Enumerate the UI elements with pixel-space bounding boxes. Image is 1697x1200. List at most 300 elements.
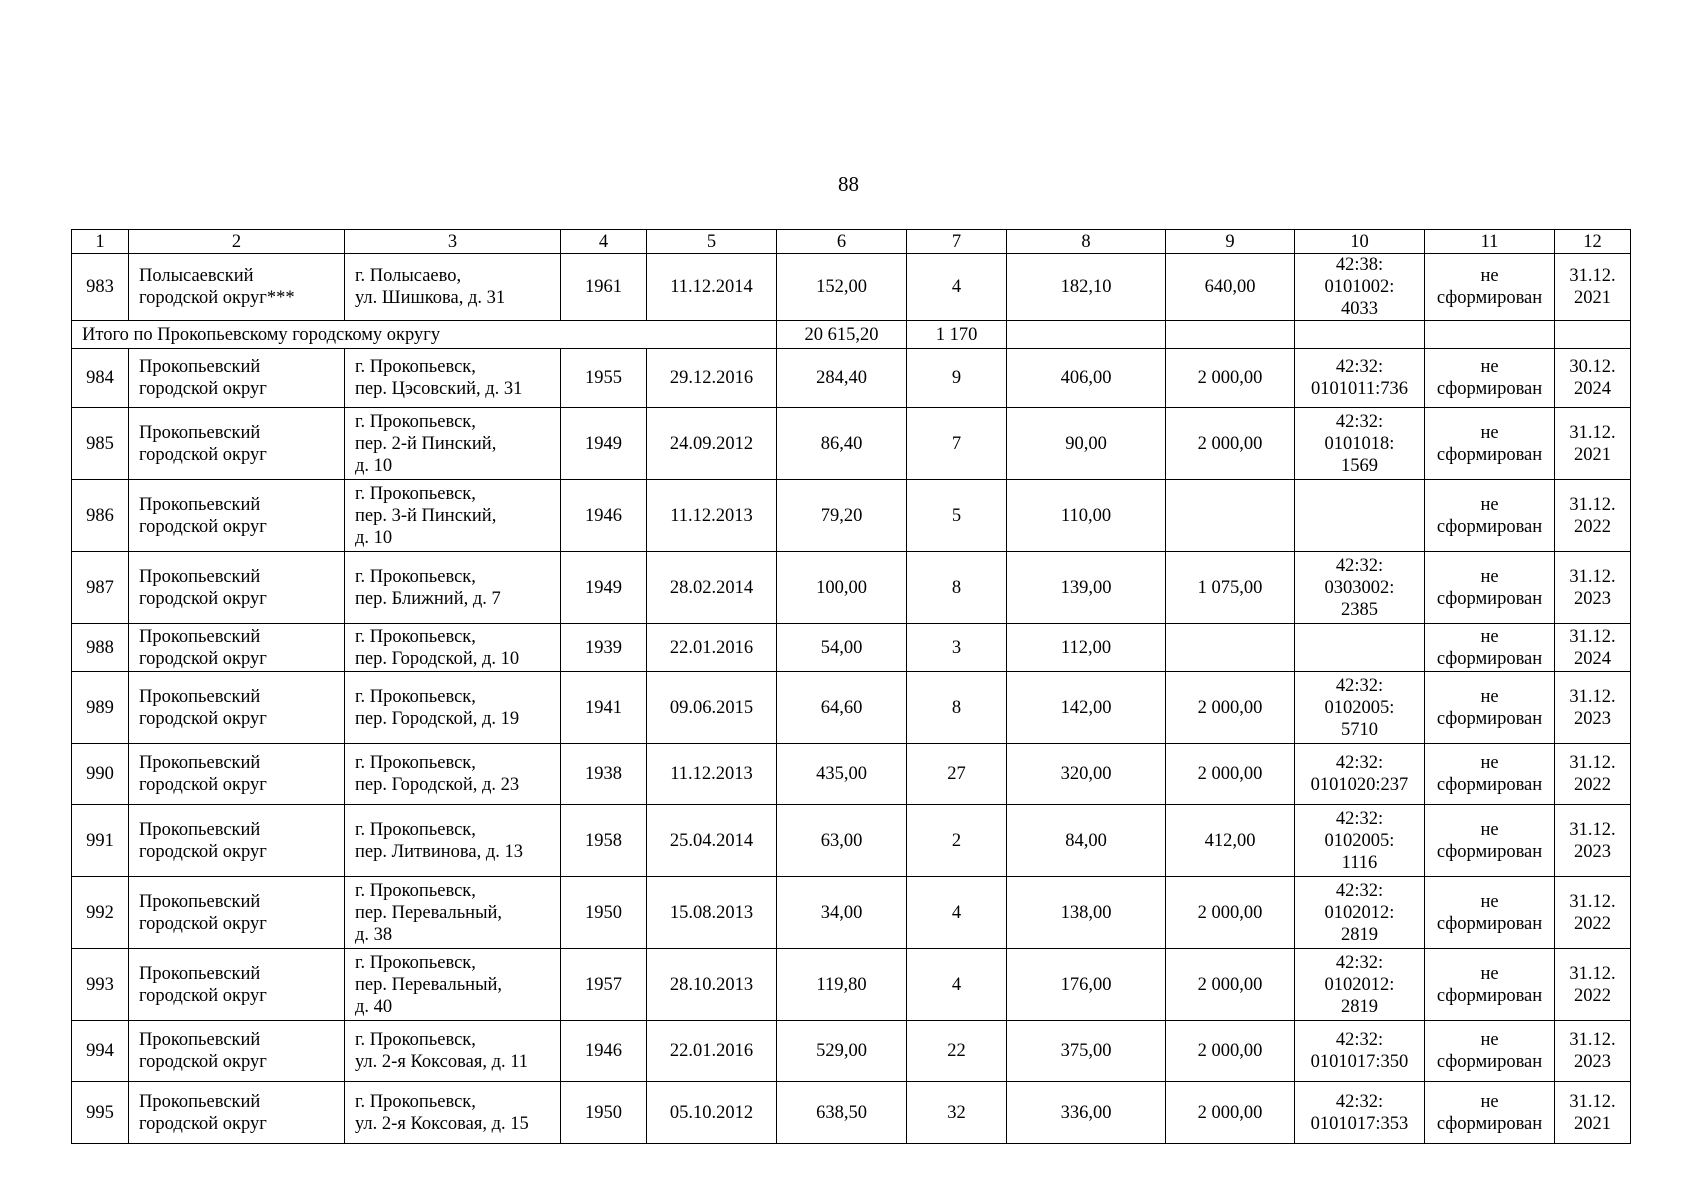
table-row <box>72 1021 1631 1082</box>
cadastral-number-line: 2819 <box>1341 996 1378 1017</box>
residents-cell: 22 <box>907 1021 1007 1082</box>
address-cell <box>345 805 561 877</box>
district-line: городской округ <box>139 648 267 669</box>
column-number: 4 <box>561 230 647 254</box>
value-cell: 2 000,00 <box>1166 949 1295 1021</box>
cadastral-number-cell <box>1295 805 1425 877</box>
cadastral-number-cell <box>1295 1082 1425 1144</box>
resettlement-deadline-line: 2022 <box>1574 985 1611 1006</box>
cadastral-number-cell <box>1295 1021 1425 1082</box>
district-line: Прокопьевский <box>139 891 261 912</box>
row-number-cell: 984 <box>72 349 129 408</box>
year-built-cell: 1939 <box>561 624 647 672</box>
address-cell <box>345 1021 561 1082</box>
district-line: городской округ <box>139 1052 267 1072</box>
area-cell: 119,80 <box>777 949 907 1021</box>
year-built-cell: 1941 <box>561 672 647 744</box>
address-cell <box>345 408 561 480</box>
cadastral-number-cell <box>1295 254 1425 321</box>
cadastral-number-line: 42:32: <box>1335 952 1384 973</box>
cadastral-number-line: 42:32: <box>1335 555 1384 576</box>
resettlement-deadline-cell <box>1555 480 1631 552</box>
land-status-line: сформирован <box>1436 1052 1543 1072</box>
land-status-line: сформирован <box>1436 379 1543 399</box>
district-line: Полысаевский <box>139 266 254 286</box>
land-status-line: сформирован <box>1436 648 1543 669</box>
area-cell: 34,00 <box>777 877 907 949</box>
cadastral-number-line: 42:32: <box>1335 357 1384 377</box>
land-status-line: сформирован <box>1436 1113 1543 1134</box>
land-area-cell: 336,00 <box>1007 1082 1166 1144</box>
cadastral-number-line: 0303002: <box>1324 577 1395 598</box>
address-line: пер. Литвинова, д. 13 <box>355 841 524 862</box>
address-line: пер. Городской, д. 23 <box>355 775 520 795</box>
district-cell <box>129 744 345 805</box>
land-status-line: не <box>1480 891 1499 912</box>
value-cell: 2 000,00 <box>1166 744 1295 805</box>
resettlement-deadline-line: 31.12. <box>1569 1030 1616 1050</box>
value-cell: 2 000,00 <box>1166 877 1295 949</box>
table-row <box>72 949 1631 1021</box>
district-line: Прокопьевский <box>139 566 261 587</box>
value-cell: 640,00 <box>1166 254 1295 321</box>
address-line: пер. Ближний, д. 7 <box>355 588 501 609</box>
cadastral-number-line: 2385 <box>1341 599 1378 620</box>
cadastral-number-line: 0102005: <box>1324 830 1395 851</box>
land-status-line: не <box>1480 566 1499 587</box>
column-number: 7 <box>907 230 1007 254</box>
address-line: ул. 2-я Коксовая, д. 11 <box>355 1052 529 1072</box>
land-status-cell <box>1425 805 1555 877</box>
row-number-cell: 986 <box>72 480 129 552</box>
year-built-cell: 1949 <box>561 552 647 624</box>
value-cell: 1 075,00 <box>1166 552 1295 624</box>
resettlement-deadline-line: 2024 <box>1574 379 1611 399</box>
summary-residents-total: 1 170 <box>907 321 1007 349</box>
cadastral-number-line: 0101011:736 <box>1311 379 1408 399</box>
resettlement-deadline-line: 2023 <box>1574 708 1611 729</box>
resettlement-deadline-cell <box>1555 254 1631 321</box>
land-status-line: не <box>1480 266 1499 286</box>
column-number: 9 <box>1166 230 1295 254</box>
land-status-line: сформирован <box>1436 588 1543 609</box>
area-cell: 64,60 <box>777 672 907 744</box>
table-row <box>72 349 1631 408</box>
land-status-cell <box>1425 624 1555 672</box>
cadastral-number-line: 42:32: <box>1335 808 1384 829</box>
value-cell: 2 000,00 <box>1166 1021 1295 1082</box>
district-line: городской округ <box>139 444 267 465</box>
year-built-cell: 1946 <box>561 480 647 552</box>
cadastral-number-line: 42:32: <box>1335 1091 1384 1112</box>
land-status-cell <box>1425 1021 1555 1082</box>
row-number-cell: 995 <box>72 1082 129 1144</box>
address-line: г. Прокопьевск, <box>355 566 476 587</box>
area-cell: 529,00 <box>777 1021 907 1082</box>
area-cell: 63,00 <box>777 805 907 877</box>
land-status-line: не <box>1480 686 1499 707</box>
resettlement-deadline-line: 2021 <box>1574 288 1611 308</box>
land-area-cell: 142,00 <box>1007 672 1166 744</box>
district-cell <box>129 552 345 624</box>
residents-cell: 7 <box>907 408 1007 480</box>
land-status-line: не <box>1480 626 1499 647</box>
address-line: г. Прокопьевск, <box>355 483 476 504</box>
resettlement-deadline-line: 2022 <box>1574 913 1611 934</box>
resettlement-deadline-cell <box>1555 349 1631 408</box>
residents-cell: 4 <box>907 254 1007 321</box>
cadastral-number-line: 0102005: <box>1324 697 1395 718</box>
column-number: 12 <box>1555 230 1631 254</box>
table-row <box>72 254 1631 321</box>
cadastral-number-line: 0101017:350 <box>1310 1052 1409 1072</box>
resettlement-deadline-line: 2022 <box>1574 775 1611 795</box>
address-line: пер. Цэсовский, д. 31 <box>355 379 523 399</box>
cadastral-number-line: 5710 <box>1341 719 1378 740</box>
district-line: городской округ <box>139 841 267 862</box>
district-line: Прокопьевский <box>139 819 261 840</box>
value-cell: 2 000,00 <box>1166 408 1295 480</box>
column-number: 2 <box>129 230 345 254</box>
cadastral-number-cell <box>1295 408 1425 480</box>
land-status-line: сформирован <box>1436 288 1543 308</box>
resettlement-deadline-line: 31.12. <box>1569 819 1616 840</box>
resettlement-deadline-cell <box>1555 552 1631 624</box>
district-cell <box>129 805 345 877</box>
summary-row <box>72 321 1631 349</box>
land-status-line: не <box>1480 422 1499 443</box>
table-row <box>72 624 1631 672</box>
column-number-row <box>72 230 1631 254</box>
address-cell <box>345 1082 561 1144</box>
year-built-cell: 1938 <box>561 744 647 805</box>
year-built-cell: 1946 <box>561 1021 647 1082</box>
area-cell: 152,00 <box>777 254 907 321</box>
address-cell <box>345 624 561 672</box>
recognition-date-cell: 11.12.2014 <box>647 254 777 321</box>
land-area-cell: 112,00 <box>1007 624 1166 672</box>
row-number-cell: 994 <box>72 1021 129 1082</box>
land-status-cell <box>1425 254 1555 321</box>
table-row <box>72 744 1631 805</box>
residents-cell: 4 <box>907 877 1007 949</box>
page-number: 88 <box>838 172 859 196</box>
column-number: 5 <box>647 230 777 254</box>
recognition-date-cell: 22.01.2016 <box>647 624 777 672</box>
resettlement-deadline-cell <box>1555 1021 1631 1082</box>
value-cell: 2 000,00 <box>1166 349 1295 408</box>
row-number-cell: 991 <box>72 805 129 877</box>
cadastral-number-line: 42:32: <box>1335 880 1384 901</box>
cadastral-number-line: 1116 <box>1341 852 1378 873</box>
cadastral-number-cell <box>1295 672 1425 744</box>
resettlement-deadline-line: 2021 <box>1574 444 1611 465</box>
address-line: ул. 2-я Коксовая, д. 15 <box>355 1113 529 1134</box>
table-row <box>72 1082 1631 1144</box>
residents-cell: 27 <box>907 744 1007 805</box>
address-line: пер. Перевальный, <box>355 974 503 995</box>
district-cell <box>129 1021 345 1082</box>
recognition-date-cell: 15.08.2013 <box>647 877 777 949</box>
resettlement-deadline-cell <box>1555 744 1631 805</box>
land-status-line: сформирован <box>1436 985 1543 1006</box>
resettlement-deadline-line: 2023 <box>1574 588 1611 609</box>
row-number-cell: 990 <box>72 744 129 805</box>
resettlement-deadline-line: 2023 <box>1574 1052 1611 1072</box>
recognition-date-cell: 29.12.2016 <box>647 349 777 408</box>
address-line: г. Прокопьевск, <box>355 411 476 432</box>
recognition-date-cell: 11.12.2013 <box>647 480 777 552</box>
address-line: пер. Перевальный, <box>355 902 503 923</box>
resettlement-deadline-line: 31.12. <box>1569 266 1616 286</box>
land-area-cell: 320,00 <box>1007 744 1166 805</box>
column-number: 1 <box>72 230 129 254</box>
address-line: г. Прокопьевск, <box>355 819 476 840</box>
district-cell <box>129 1082 345 1144</box>
land-area-cell: 84,00 <box>1007 805 1166 877</box>
cadastral-number-line: 4033 <box>1341 299 1378 319</box>
address-cell <box>345 877 561 949</box>
value-cell <box>1166 480 1295 552</box>
district-line: городской округ <box>139 1113 267 1134</box>
district-line: Прокопьевский <box>139 1030 261 1050</box>
district-line: городской округ <box>139 775 267 795</box>
cadastral-number-cell <box>1295 349 1425 408</box>
address-line: пер. 2-й Пинский, <box>355 433 497 454</box>
address-line: пер. 3-й Пинский, <box>355 505 497 526</box>
resettlement-deadline-cell <box>1555 624 1631 672</box>
district-line: Прокопьевский <box>139 686 261 707</box>
district-line: городской округ*** <box>139 288 295 308</box>
empty-cell <box>1007 321 1166 349</box>
column-number: 8 <box>1007 230 1166 254</box>
recognition-date-cell: 28.10.2013 <box>647 949 777 1021</box>
address-line: ул. Шишкова, д. 31 <box>355 288 506 308</box>
year-built-cell: 1950 <box>561 877 647 949</box>
address-line: г. Прокопьевск, <box>355 357 476 377</box>
empty-cell <box>1295 321 1425 349</box>
land-area-cell: 138,00 <box>1007 877 1166 949</box>
land-status-cell <box>1425 1082 1555 1144</box>
resettlement-deadline-line: 31.12. <box>1569 891 1616 912</box>
cadastral-number-line: 0101020:237 <box>1310 775 1409 795</box>
district-cell <box>129 877 345 949</box>
resettlement-deadline-line: 2023 <box>1574 841 1611 862</box>
cadastral-number-cell <box>1295 624 1425 672</box>
address-line: г. Полысаево, <box>355 266 462 286</box>
address-line: пер. Городской, д. 19 <box>355 708 520 729</box>
district-line: городской округ <box>139 913 267 934</box>
cadastral-number-line: 42:32: <box>1335 1030 1384 1050</box>
area-cell: 284,40 <box>777 349 907 408</box>
cadastral-number-cell <box>1295 744 1425 805</box>
address-line: д. 40 <box>355 996 393 1017</box>
area-cell: 86,40 <box>777 408 907 480</box>
cadastral-number-cell <box>1295 552 1425 624</box>
row-number-cell: 992 <box>72 877 129 949</box>
cadastral-number-line: 42:32: <box>1335 675 1384 696</box>
district-line: Прокопьевский <box>139 357 261 377</box>
land-status-line: не <box>1480 494 1499 515</box>
cadastral-number-cell <box>1295 949 1425 1021</box>
address-cell <box>345 254 561 321</box>
recognition-date-cell: 05.10.2012 <box>647 1082 777 1144</box>
table-body <box>72 230 1631 1144</box>
year-built-cell: 1950 <box>561 1082 647 1144</box>
row-number-cell: 989 <box>72 672 129 744</box>
address-cell <box>345 744 561 805</box>
land-area-cell: 375,00 <box>1007 1021 1166 1082</box>
district-line: городской округ <box>139 708 267 729</box>
address-line: г. Прокопьевск, <box>355 686 476 707</box>
resettlement-deadline-cell <box>1555 805 1631 877</box>
land-status-line: не <box>1480 357 1499 377</box>
district-line: Прокопьевский <box>139 494 261 515</box>
address-line: г. Прокопьевск, <box>355 626 476 647</box>
district-line: Прокопьевский <box>139 753 261 773</box>
resettlement-deadline-line: 31.12. <box>1569 494 1616 515</box>
row-number-cell: 987 <box>72 552 129 624</box>
residents-cell: 3 <box>907 624 1007 672</box>
land-status-cell <box>1425 744 1555 805</box>
address-line: г. Прокопьевск, <box>355 753 476 773</box>
district-line: Прокопьевский <box>139 963 261 984</box>
resettlement-deadline-line: 2024 <box>1574 648 1611 669</box>
resettlement-deadline-line: 31.12. <box>1569 753 1616 773</box>
residents-cell: 8 <box>907 552 1007 624</box>
address-line: д. 38 <box>355 924 393 945</box>
cadastral-number-line: 42:38: <box>1335 255 1384 275</box>
column-number: 10 <box>1295 230 1425 254</box>
cadastral-number-line: 0101018: <box>1324 433 1395 454</box>
land-area-cell: 139,00 <box>1007 552 1166 624</box>
address-cell <box>345 672 561 744</box>
empty-cell <box>1166 321 1295 349</box>
year-built-cell: 1961 <box>561 254 647 321</box>
recognition-date-cell: 25.04.2014 <box>647 805 777 877</box>
resettlement-deadline-line: 2022 <box>1574 516 1611 537</box>
year-built-cell: 1958 <box>561 805 647 877</box>
district-cell <box>129 672 345 744</box>
recognition-date-cell: 22.01.2016 <box>647 1021 777 1082</box>
row-number-cell: 983 <box>72 254 129 321</box>
resettlement-deadline-line: 31.12. <box>1569 1091 1616 1112</box>
value-cell: 412,00 <box>1166 805 1295 877</box>
residents-cell: 4 <box>907 949 1007 1021</box>
address-line: г. Прокопьевск, <box>355 952 476 973</box>
district-line: городской округ <box>139 588 267 609</box>
column-number: 11 <box>1425 230 1555 254</box>
year-built-cell: 1949 <box>561 408 647 480</box>
land-status-line: не <box>1480 1091 1499 1112</box>
row-number-cell: 993 <box>72 949 129 1021</box>
resettlement-deadline-cell <box>1555 949 1631 1021</box>
residents-cell: 2 <box>907 805 1007 877</box>
land-status-cell <box>1425 480 1555 552</box>
land-status-line: сформирован <box>1436 913 1543 934</box>
cadastral-number-line: 0102012: <box>1324 974 1395 995</box>
district-line: Прокопьевский <box>139 1091 261 1112</box>
row-number-cell: 988 <box>72 624 129 672</box>
district-line: городской округ <box>139 985 267 1006</box>
district-cell <box>129 349 345 408</box>
address-cell <box>345 949 561 1021</box>
column-number: 6 <box>777 230 907 254</box>
resettlement-deadline-line: 30.12. <box>1569 357 1616 377</box>
table-row <box>72 672 1631 744</box>
empty-cell <box>1425 321 1555 349</box>
land-status-line: не <box>1480 819 1499 840</box>
recognition-date-cell: 24.09.2012 <box>647 408 777 480</box>
address-cell <box>345 480 561 552</box>
land-status-line: не <box>1480 963 1499 984</box>
land-status-cell <box>1425 877 1555 949</box>
recognition-date-cell: 28.02.2014 <box>647 552 777 624</box>
land-area-cell: 406,00 <box>1007 349 1166 408</box>
cadastral-number-cell <box>1295 877 1425 949</box>
district-cell <box>129 949 345 1021</box>
district-cell <box>129 254 345 321</box>
district-line: Прокопьевский <box>139 626 261 647</box>
value-cell: 2 000,00 <box>1166 672 1295 744</box>
land-status-line: сформирован <box>1436 516 1543 537</box>
area-cell: 54,00 <box>777 624 907 672</box>
summary-area-total: 20 615,20 <box>777 321 907 349</box>
housing-registry-table <box>71 229 1631 1144</box>
district-line: городской округ <box>139 379 267 399</box>
area-cell: 435,00 <box>777 744 907 805</box>
address-line: пер. Городской, д. 10 <box>355 648 520 669</box>
land-area-cell: 90,00 <box>1007 408 1166 480</box>
district-cell <box>129 624 345 672</box>
land-status-line: сформирован <box>1436 708 1543 729</box>
land-status-cell <box>1425 552 1555 624</box>
cadastral-number-line: 0101002: <box>1324 277 1395 297</box>
year-built-cell: 1955 <box>561 349 647 408</box>
year-built-cell: 1957 <box>561 949 647 1021</box>
district-cell <box>129 408 345 480</box>
district-line: городской округ <box>139 516 267 537</box>
residents-cell: 9 <box>907 349 1007 408</box>
land-status-line: не <box>1480 1030 1499 1050</box>
cadastral-number-line: 0102012: <box>1324 902 1395 923</box>
recognition-date-cell: 11.12.2013 <box>647 744 777 805</box>
cadastral-number-line: 1569 <box>1341 455 1378 476</box>
residents-cell: 8 <box>907 672 1007 744</box>
value-cell: 2 000,00 <box>1166 1082 1295 1144</box>
land-status-line: не <box>1480 753 1499 773</box>
land-area-cell: 182,10 <box>1007 254 1166 321</box>
district-cell <box>129 480 345 552</box>
summary-label: Итого по Прокопьевскому городскому округу <box>72 321 777 349</box>
cadastral-number-line: 42:32: <box>1335 753 1384 773</box>
column-number: 3 <box>345 230 561 254</box>
residents-cell: 32 <box>907 1082 1007 1144</box>
land-status-cell <box>1425 672 1555 744</box>
resettlement-deadline-line: 31.12. <box>1569 566 1616 587</box>
recognition-date-cell: 09.06.2015 <box>647 672 777 744</box>
empty-cell <box>1555 321 1631 349</box>
address-cell <box>345 349 561 408</box>
resettlement-deadline-line: 31.12. <box>1569 626 1616 647</box>
land-area-cell: 176,00 <box>1007 949 1166 1021</box>
table-row <box>72 480 1631 552</box>
residents-cell: 5 <box>907 480 1007 552</box>
resettlement-deadline-line: 31.12. <box>1569 422 1616 443</box>
address-line: г. Прокопьевск, <box>355 1030 476 1050</box>
resettlement-deadline-cell <box>1555 672 1631 744</box>
resettlement-deadline-cell <box>1555 877 1631 949</box>
